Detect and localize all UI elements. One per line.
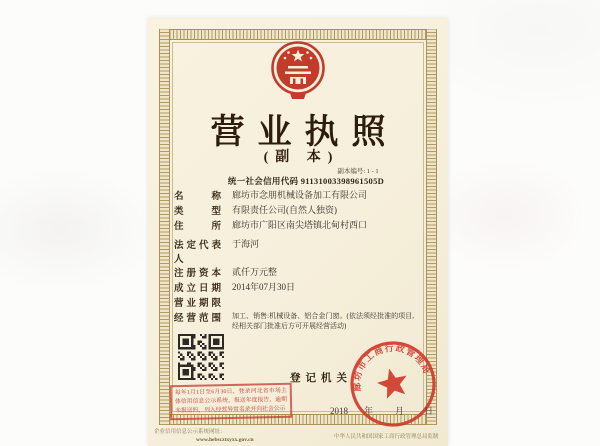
field-label: 成立日期 bbox=[174, 284, 221, 294]
date-day-char: 日 bbox=[424, 406, 434, 416]
field-value: 于海河 bbox=[232, 239, 260, 249]
seal-text: 廊坊市工商行政管理局 bbox=[351, 342, 433, 392]
date-year-char: 年 bbox=[364, 406, 374, 416]
field-row-capital bbox=[174, 265, 430, 280]
credit-code-label: 统一社会信用代码 bbox=[227, 176, 299, 186]
field-label: 类型 bbox=[174, 207, 221, 217]
field-value: 加工、销售:机械设备、铝合金门窗。(依法须经批准的项目,经相关部门批准后方可开展经营活动) bbox=[232, 312, 414, 331]
field-value: 廊坊市广阳区南尖塔镇北甸村西口 bbox=[232, 220, 368, 230]
field-label: 注册资本 bbox=[174, 269, 221, 279]
footer-url-label: 企业信用信息公示系统网址： bbox=[154, 429, 226, 435]
issue-date bbox=[330, 404, 433, 417]
notice-line: 期未报送的，列入经营异常名录并向社会公示 bbox=[175, 396, 288, 415]
field-value: 有限责任公司(自然人独资) bbox=[232, 205, 337, 215]
field-row-type bbox=[174, 203, 430, 218]
notice-line: 每年1月1日至6月30日，登录河北省市场 bbox=[174, 387, 282, 397]
footer-issuer: 中华人民共和国国家工商行政管理总局监制 bbox=[334, 434, 439, 440]
field-value: 贰仟万元整 bbox=[232, 267, 278, 277]
field-row-legal-rep bbox=[174, 237, 430, 265]
license-paper bbox=[148, 18, 448, 446]
field-table bbox=[174, 188, 430, 331]
field-label: 营业期限 bbox=[174, 299, 221, 309]
footer-publicity-url bbox=[154, 428, 284, 445]
credit-code-value: 91131003398961505D bbox=[300, 176, 385, 186]
field-row-address bbox=[174, 218, 430, 233]
date-month-char: 月 bbox=[395, 406, 405, 416]
license-title: 营业执照 bbox=[210, 114, 399, 151]
field-label: 经营范围 bbox=[174, 314, 221, 324]
field-value: 2014年07月30日 bbox=[232, 282, 296, 292]
field-row-name bbox=[174, 188, 430, 203]
qr-code bbox=[178, 334, 224, 380]
annual-report-stamp bbox=[170, 383, 293, 421]
footer-url-value: www.hebscztxyxx.gov.cn bbox=[196, 437, 254, 444]
registrar-label: 登记机关 bbox=[290, 373, 352, 384]
field-label: 名称 bbox=[174, 192, 221, 202]
field-label: 住所 bbox=[174, 222, 221, 232]
field-row-scope bbox=[174, 310, 430, 331]
prc-national-emblem-icon bbox=[270, 38, 326, 104]
field-label: 法定代表人 bbox=[174, 241, 221, 265]
notice-line: 主体信用信息公示系统，报送年度报告，逾 bbox=[174, 387, 287, 406]
date-year: 2018 bbox=[330, 406, 348, 416]
credit-code-line bbox=[148, 175, 448, 187]
border-edge-left bbox=[159, 29, 170, 425]
copy-number: 副本编号: 1 - 1 bbox=[337, 168, 379, 175]
license-subtitle: (副 本) bbox=[263, 150, 340, 165]
field-value: 廊坊市念朋机械设备加工有限公司 bbox=[232, 190, 368, 200]
field-row-founded bbox=[174, 280, 430, 295]
field-row-term bbox=[174, 295, 430, 310]
